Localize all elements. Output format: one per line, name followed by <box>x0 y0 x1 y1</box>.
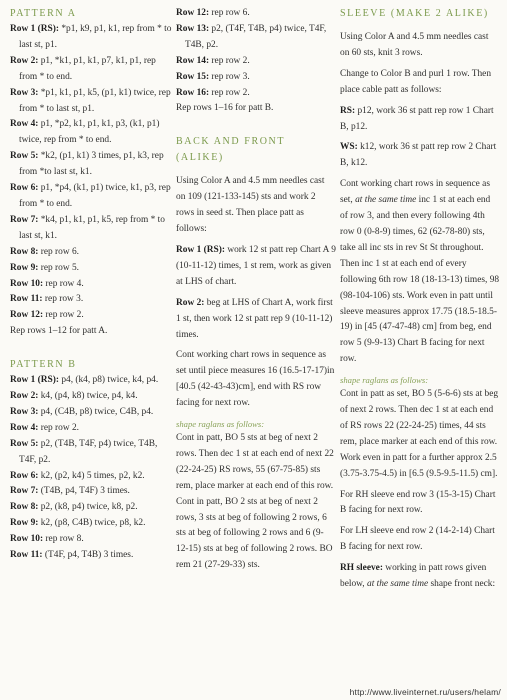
pattern-row: Row 8: p2, (k8, p4) twice, k8, p2. <box>10 502 138 513</box>
pattern-row: Row 3: p4, (C4B, p8) twice, C4B, p4. <box>10 406 154 417</box>
sleeve-rs-row: RS: p12, work 36 st patt rep row 1 Chart B, p12. <box>340 105 494 132</box>
pattern-row: Row 4: p1, *p2, k1, p1, k1, p3, (k1, p1) twice, rep from * to end. <box>10 119 160 146</box>
pattern-row: Row 10: rep row 8. <box>10 534 84 545</box>
pattern-row: Row 7: (T4B, p4, T4F) 3 times. <box>10 486 130 497</box>
shape-raglans-subheading: shape raglans as follows: <box>176 419 265 430</box>
sleeve-color-change: Change to Color B and purl 1 row. Then place cable patt as follows: <box>340 68 492 95</box>
pattern-row: Row 14: rep row 2. <box>176 55 250 66</box>
back-front-raglans: Cont in patt, BO 5 sts at beg of next 2 rows. Then dec 1 st at each end of next 22 (22-24-25) RS rows, 55 (67-75-85) sts rem, place marker at each end of this row. Cont in patt, BO 2 sts at beg of next 2 rows, 3 sts at beg of following 2 rows, 6 sts at beg of following 2 rows and 6 (9-12-15) sts at beg of following 2 rows. BO rem 21 (27-29-33) sts. <box>176 433 334 571</box>
pattern-row: Row 11: (T4F, p4, T4B) 3 times. <box>10 550 134 561</box>
pattern-row: Row 5: p2, (T4B, T4F, p4) twice, T4B, T4F, p2. <box>10 438 158 465</box>
pattern-row: Row 13: p2, (T4F, T4B, p4) twice, T4F, T4B, p2. <box>176 23 327 50</box>
pattern-row: Row 2: p1, *k1, p1, k1, p7, k1, p1, rep from * to end. <box>10 55 156 82</box>
lh-sleeve-end: For LH sleeve end row 2 (14-2-14) Chart B facing for next row. <box>340 526 495 553</box>
sleeve-shape-raglans-subheading: shape raglans as follows: <box>340 375 429 386</box>
back-front-cast-on: Using Color A and 4.5 mm needles cast on 109 (121-133-145) sts and work 2 rows in seed st. Then place patt as follows: <box>176 176 325 235</box>
sleeve-ws-row: WS: k12, work 36 st patt rep row 2 Chart B, k12. <box>340 142 497 169</box>
rh-sleeve-end: For RH sleeve end row 3 (15-3-15) Chart B facing for next row. <box>340 489 496 516</box>
sleeve-heading: SLEEVE (MAKE 2 ALIKE) <box>340 8 489 19</box>
pattern-b-heading: PATTERN B <box>10 359 77 371</box>
column-right <box>340 6 500 598</box>
pattern-b-repeat-note: Rep rows 1–16 for patt B. <box>176 103 274 114</box>
back-front-heading-alike: (ALIKE) <box>176 152 224 164</box>
pattern-a-heading: PATTERN A <box>10 8 77 19</box>
sleeve-cast-on: Using Color A and 4.5 mm needles cast on 60 sts, knit 3 rows. <box>340 32 489 58</box>
pattern-row: Row 10: rep row 4. <box>10 278 84 289</box>
pattern-row: Row 12: rep row 6. <box>176 8 250 18</box>
back-front-row-2: Row 2: beg at LHS of Chart A, work first 1 st, then work 12 st patt rep 9 (10-11-12) times. <box>176 297 333 340</box>
pattern-b-rows <box>10 373 172 564</box>
pattern-row: Row 1 (RS): p4, (k4, p8) twice, k4, p4. <box>10 375 159 386</box>
back-front-continue: Cont working chart rows in sequence as set until piece measures 16 (16.5-17-17)in [40.5 (42-43-43)cm], end with RS row facing for next row. <box>176 350 335 409</box>
pattern-row: Row 9: k2, (p8, C4B) twice, p8, k2. <box>10 518 146 529</box>
pattern-row: Row 15: rep row 3. <box>176 71 250 82</box>
back-front-heading: BACK AND FRONT <box>176 136 286 148</box>
sleeve-raglans: Cont in patt as set, BO 5 (5-6-6) sts at beg of next 2 rows. Then dec 1 st at each end of RS rows 22 (22-24-25) times, 44 sts rem, place marker at each end of this row. Work even in patt for a further approx 2.5 (3.75-3.75-4.5) in [6.5 (9.5-9.5-11.5) cm]. <box>340 389 499 479</box>
pattern-row: Row 6: p1, *p4, (k1, p1) twice, k1, p3, rep from * to end. <box>10 183 171 209</box>
footer-url: http://www.liveinternet.ru/users/helam/ <box>349 687 501 697</box>
back-front-row-1: Row 1 (RS): work 12 st patt rep Chart A 9 (10-11-12) times, 1 st rem, work as given at LHS of chart. <box>176 244 336 287</box>
sleeve-increases: Cont working chart rows in sequence as set, at the same time inc 1 st at each end of row 3, and then every following 4th row 0 (0-8-9) times, 62 (62-78-80) sts, take all inc sts in rev St St throughout. Then inc 1 st at each end of every following 6th row 18 (18-13-13) times, 98 (98-104-106) sts. Work even in patt until sleeve measures approx 17.75 (18.5-18.5-19) in [45 (47-47-48) cm] from beg, end row 5 (9-9-13) Chart B facing for next row. <box>340 179 500 365</box>
pattern-row: Row 12: rep row 2. <box>10 310 84 321</box>
pattern-row: Row 5: *k2, (p1, k1) 3 times, p1, k3, rep from *to last st, k1. <box>10 151 164 178</box>
pattern-a-rows <box>10 22 172 324</box>
pattern-b-rows-cont <box>176 6 336 101</box>
pattern-row: Row 1 (RS): *p1, k9, p1, k1, rep from * to last st, p1. <box>10 24 172 50</box>
column-left <box>10 6 172 564</box>
pattern-row: Row 11: rep row 3. <box>10 294 84 305</box>
pattern-row: Row 9: rep row 5. <box>10 262 80 273</box>
pattern-row: Row 8: rep row 6. <box>10 246 80 257</box>
pattern-row: Row 2: k4, (p4, k8) twice, p4, k4. <box>10 391 138 402</box>
pattern-row: Row 7: *k4, p1, k1, p1, k5, rep from * to last st, k1. <box>10 214 165 241</box>
pattern-a-repeat-note: Rep rows 1–12 for patt A. <box>10 326 108 337</box>
pattern-row: Row 16: rep row 2. <box>176 87 250 98</box>
rh-sleeve-neck: RH sleeve: working in patt rows given below, at the same time shape front neck: <box>340 563 496 590</box>
pattern-row: Row 3: *p1, k1, p1, k5, (p1, k1) twice, rep from * to last st, p1. <box>10 87 171 114</box>
pattern-row: Row 6: k2, (p2, k4) 5 times, p2, k2. <box>10 470 145 481</box>
pattern-row: Row 4: rep row 2. <box>10 422 80 433</box>
column-middle <box>176 6 336 579</box>
